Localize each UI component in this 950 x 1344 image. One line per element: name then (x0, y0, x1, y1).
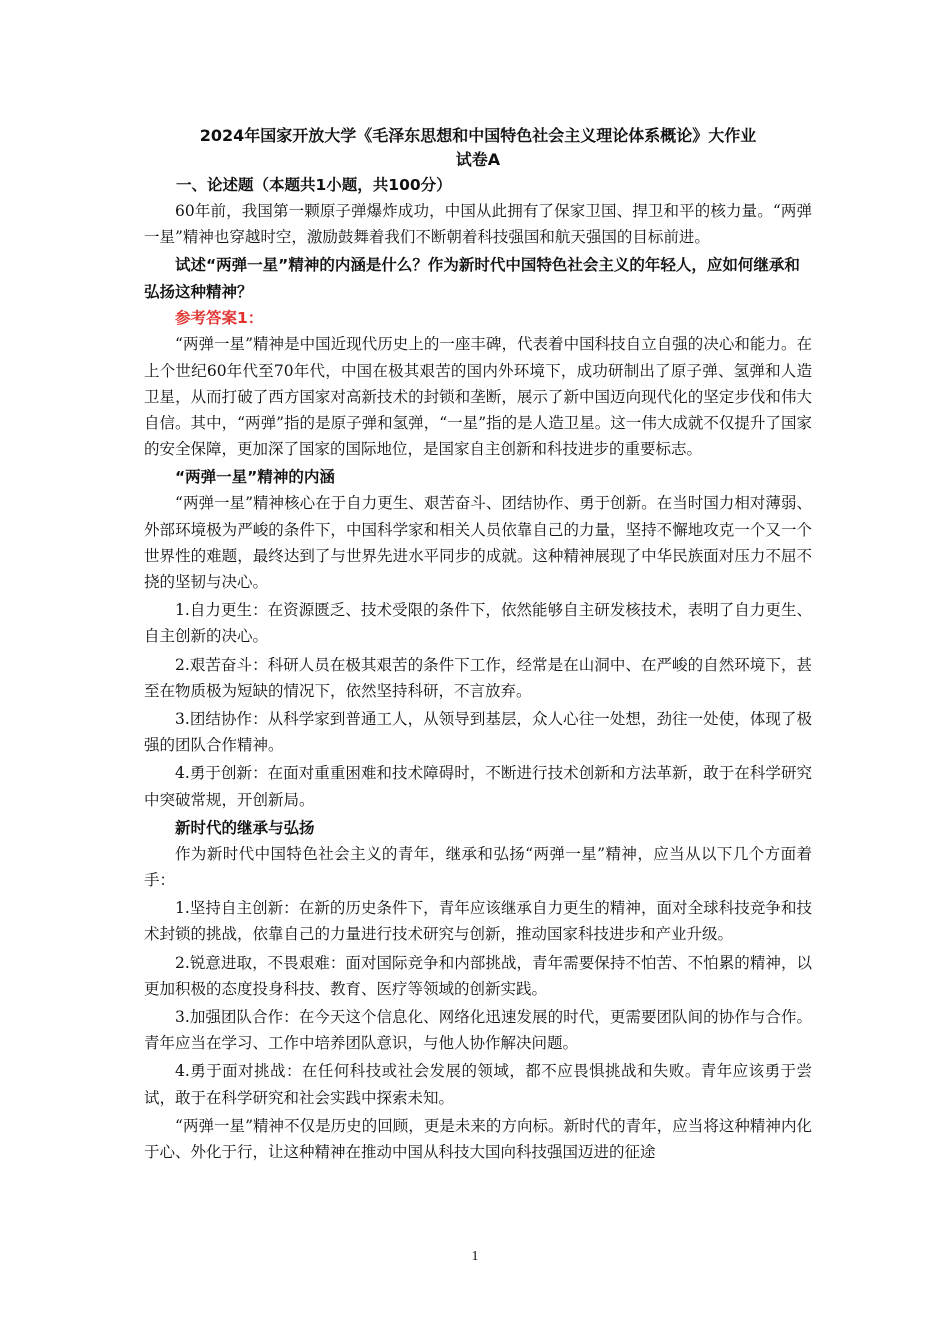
inheritance-item: 4.勇于面对挑战：在任何科技或社会发展的领域，都不应畏惧挑战和失败。青年应该勇于尝试，敢于在科学研究和社会实践中探索未知。 (144, 1062, 812, 1107)
inheritance-heading: 新时代的继承与弘扬 (175, 818, 315, 837)
section-heading: 一、论述题（本题共1小题，共100分） (176, 176, 452, 194)
document-page (144, 124, 812, 1165)
connotation-heading: “两弹一星”精神的内涵 (175, 468, 335, 487)
intro-paragraph: 60年前，我国第一颗原子弹爆炸成功，中国从此拥有了保家卫国、捍卫和平的核力量。“两弹一星”精神也穿越时空，激励鼓舞着我们不断朝着科技强国和航天强国的目标前进。 (144, 202, 812, 247)
inheritance-item: 2.锐意进取，不畏艰难：面对国际竞争和内部挑战，青年需要保持不怕苦、不怕累的精神，以更加积极的态度投身科技、教育、医疗等领域的创新实践。 (144, 953, 812, 998)
answer-intro-paragraph: “两弹一星”精神是中国近现代历史上的一座丰碑，代表着中国科技自立自强的决心和能力。在上个世纪60年代至70年代，中国在极其艰苦的国内外环境下，成功研制出了原子弹、氢弹和人造卫星，从而打破了西方国家对高新技术的封锁和垄断，展示了新中国迈向现代化的坚定步伐和伟大自信。其中，“两弹”指的是原子弹和氢弹，“一星”指的是人造卫星。这一伟大成就不仅提升了国家的安全保障，更加深了国家的国际地位，是国家自主创新和科技进步的重要标志。 (144, 335, 812, 459)
closing-paragraph: “两弹一星”精神不仅是历史的回顾，更是未来的方向标。新时代的青年，应当将这种精神内化于心、外化于行，让这种精神在推动中国从科技大国向科技强国迈进的征途 (144, 1116, 812, 1162)
document-title: 2024年国家开放大学《毛泽东思想和中国特色社会主义理论体系概论》大作业 (199, 126, 757, 145)
connotation-intro-paragraph: “两弹一星”精神核心在于自力更生、艰苦奋斗、团结协作、勇于创新。在当时国力相对薄弱、外部环境极为严峻的条件下，中国科学家和相关人员依靠自己的力量，坚持不懈地攻克一个又一个世界性的难题，最终达到了与世界先进水平同步的成就。这种精神展现了中华民族面对压力不屈不挠的坚韧与决心。 (144, 494, 812, 592)
connotation-item: 1.自力更生：在资源匮乏、技术受限的条件下，依然能够自主研发核技术，表明了自力更生、自主创新的决心。 (144, 601, 812, 646)
connotation-item: 4.勇于创新：在面对重重困难和技术障碍时，不断进行技术创新和方法革新，敢于在科学研究中突破常规，开创新局。 (144, 764, 812, 809)
page-number: 1 (471, 1249, 479, 1264)
question-text: 试述“两弹一星”精神的内涵是什么？作为新时代中国特色社会主义的年轻人，应如何继承和弘扬这种精神？ (144, 256, 800, 301)
inheritance-item: 3.加强团队合作：在今天这个信息化、网络化迅速发展的时代，更需要团队间的协作与合作。青年应当在学习、工作中培养团队意识，与他人协作解决问题。 (144, 1008, 812, 1053)
answer-label: 参考答案1： (175, 309, 264, 328)
connotation-item: 2.艰苦奋斗：科研人员在极其艰苦的条件下工作，经常是在山洞中、在严峻的自然环境下，甚至在物质极为短缺的情况下，依然坚持科研，不言放弃。 (144, 655, 812, 700)
document-subtitle: 试卷A (455, 150, 501, 169)
inheritance-item: 1.坚持自主创新：在新的历史条件下，青年应该继承自力更生的精神，面对全球科技竞争和技术封锁的挑战，依靠自己的力量进行技术研究与创新，推动国家科技进步和产业升级。 (144, 899, 812, 944)
connotation-item: 3.团结协作：从科学家到普通工人，从领导到基层，众人心往一处想，劲往一处使，体现了极强的团队合作精神。 (144, 710, 812, 755)
inheritance-intro-paragraph: 作为新时代中国特色社会主义的青年，继承和弘扬“两弹一星”精神，应当从以下几个方面着手： (144, 844, 812, 890)
